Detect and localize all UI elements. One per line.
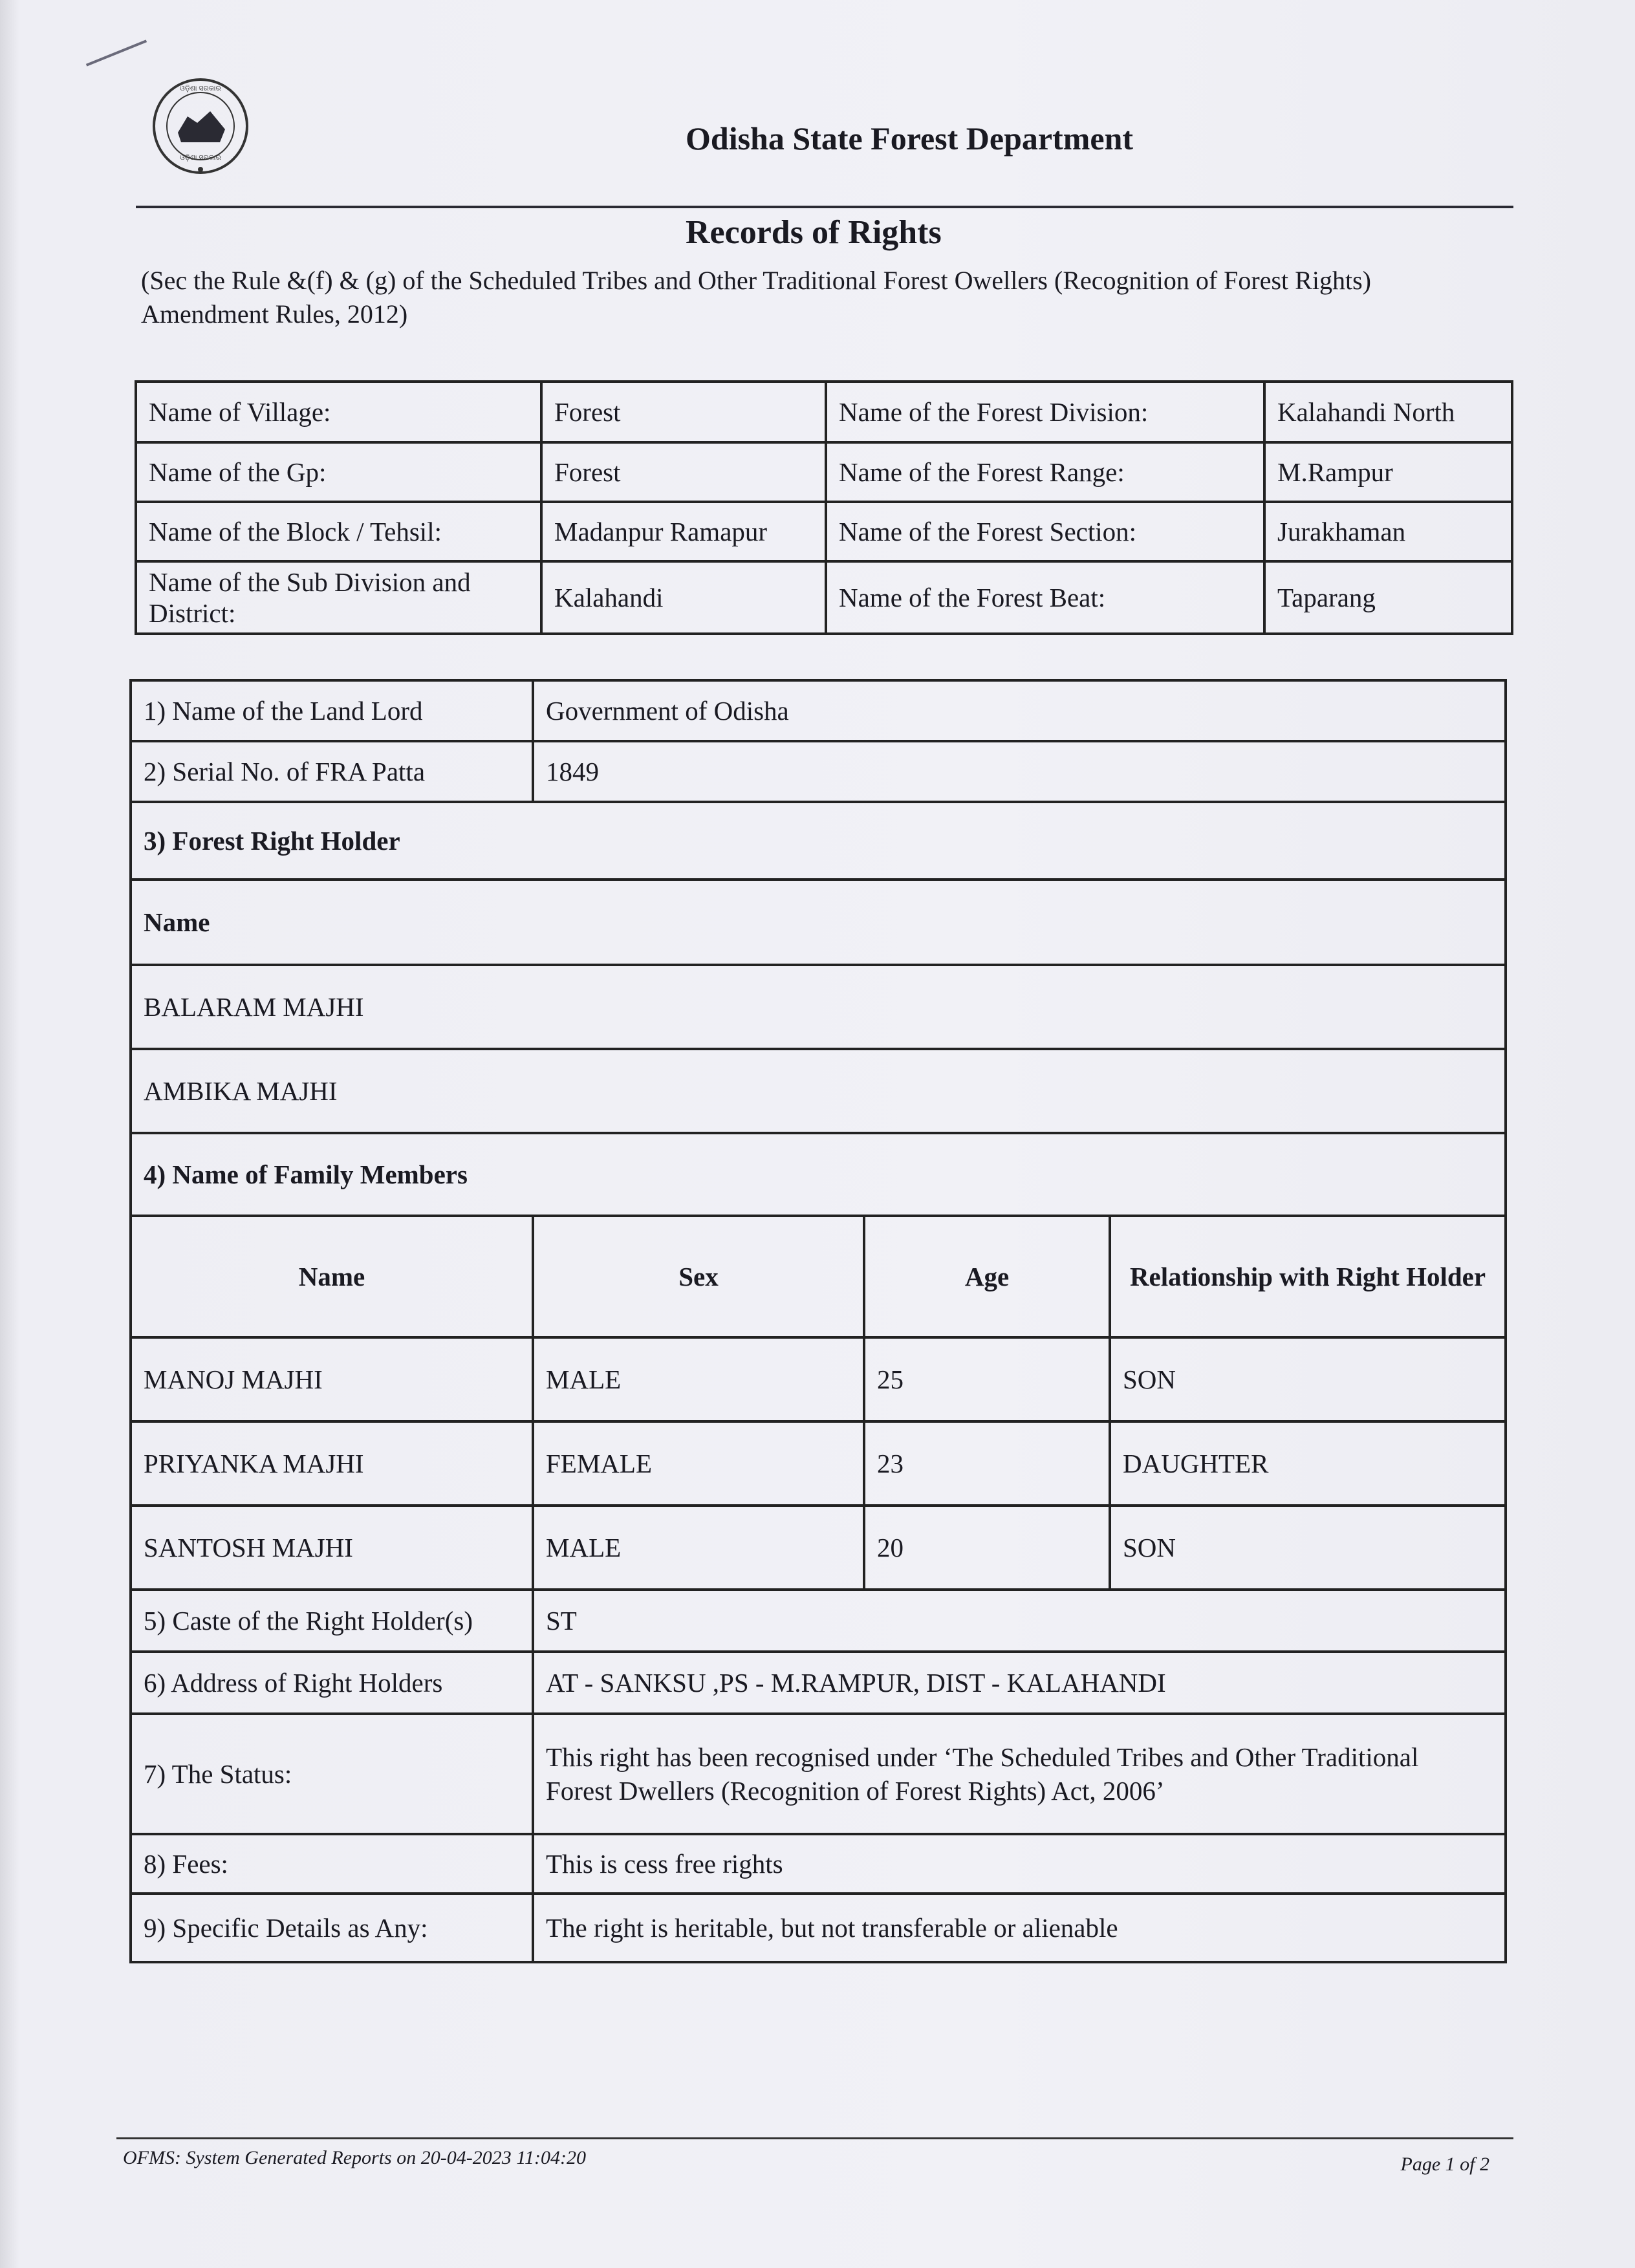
holder-name-header: Name [131, 880, 1506, 965]
status-label: 7) The Status: [131, 1714, 533, 1834]
village-label: Name of Village: [136, 382, 541, 442]
forest-section-value: Jurakhaman [1264, 502, 1512, 561]
member-age: 25 [864, 1337, 1110, 1421]
village-value: Forest [541, 382, 826, 442]
header-rule [136, 206, 1513, 208]
document-title: Records of Rights [686, 214, 942, 251]
holder-name: BALARAM MAJHI [131, 965, 1506, 1049]
member-sex: MALE [533, 1506, 864, 1590]
caste-label: 5) Caste of the Right Holder(s) [131, 1590, 533, 1652]
family-members-heading: 4) Name of Family Members [131, 1133, 1506, 1216]
member-age: 23 [864, 1421, 1110, 1506]
member-name: PRIYANKA MAJHI [131, 1421, 533, 1506]
family-header-name: Name [131, 1216, 533, 1337]
holder-name: AMBIKA MAJHI [131, 1049, 1506, 1133]
status-line: This right has been recognised under ‘The Scheduled Tribes and Other Traditional [546, 1742, 1419, 1772]
record-table [129, 679, 1507, 1963]
generated-timestamp: OFMS: System Generated Reports on 20-04-2023 11:04:20 [123, 2147, 586, 2168]
subdivision-value: Kalahandi [541, 561, 826, 634]
family-header-relationship: Relationship with Right Holder [1110, 1216, 1506, 1337]
gp-value: Forest [541, 442, 826, 502]
serial-value: 1849 [533, 741, 1506, 802]
specific-details-label: 9) Specific Details as Any: [131, 1894, 533, 1962]
forest-range-label: Name of the Forest Range: [826, 442, 1264, 502]
member-name: SANTOSH MAJHI [131, 1506, 533, 1590]
member-sex: MALE [533, 1337, 864, 1421]
address-label: 6) Address of Right Holders [131, 1652, 533, 1714]
forest-division-value: Kalahandi North [1264, 382, 1512, 442]
block-label: Name of the Block / Tehsil: [136, 502, 541, 561]
specific-details-value: The right is heritable, but not transferable or alienable [533, 1894, 1506, 1962]
staple-mark [86, 39, 147, 66]
family-header-sex: Sex [533, 1216, 864, 1337]
footer-rule [116, 2137, 1513, 2139]
location-table [135, 380, 1513, 635]
forest-section-label: Name of the Forest Section: [826, 502, 1264, 561]
department-name: Odisha State Forest Department [686, 120, 1134, 157]
forest-beat-value: Taparang [1264, 561, 1512, 634]
fees-label: 8) Fees: [131, 1834, 533, 1894]
fees-value: This is cess free rights [533, 1834, 1506, 1894]
subdivision-label: Name of the Sub Division and District: [136, 561, 541, 634]
member-age: 20 [864, 1506, 1110, 1590]
status-line: Forest Dwellers (Recognition of Forest Rights) Act, 2006’ [546, 1776, 1165, 1806]
member-name: MANOJ MAJHI [131, 1337, 533, 1421]
forest-division-label: Name of the Forest Division: [826, 382, 1264, 442]
page-number: Page 1 of 2 [1400, 2154, 1489, 2175]
caste-value: ST [533, 1590, 1506, 1652]
right-holder-heading: 3) Forest Right Holder [131, 802, 1506, 880]
member-relation: SON [1110, 1337, 1506, 1421]
status-value [533, 1714, 1506, 1834]
address-value: AT - SANKSU ,PS - M.RAMPUR, DIST - KALAHANDI [533, 1652, 1506, 1714]
rule-reference: (Sec the Rule &(f) & (g) of the Scheduled Tribes and Other Traditional Forest Owellers (Recognition of Forest Rights) Amendment Rules, 2012) [141, 266, 1371, 329]
table-row [131, 1506, 1506, 1590]
member-relation: DAUGHTER [1110, 1421, 1506, 1506]
table-row [131, 1337, 1506, 1421]
member-relation: SON [1110, 1506, 1506, 1590]
forest-range-value: M.Rampur [1264, 442, 1512, 502]
gp-label: Name of the Gp: [136, 442, 541, 502]
serial-label: 2) Serial No. of FRA Patta [131, 741, 533, 802]
landlord-value: Government of Odisha [533, 680, 1506, 741]
block-value: Madanpur Ramapur [541, 502, 826, 561]
odisha-government-seal [149, 71, 252, 184]
landlord-label: 1) Name of the Land Lord [131, 680, 533, 741]
member-sex: FEMALE [533, 1421, 864, 1506]
table-row [131, 1421, 1506, 1506]
family-header-age: Age [864, 1216, 1110, 1337]
forest-beat-label: Name of the Forest Beat: [826, 561, 1264, 634]
svg-text:ଓଡ଼ିଶା ସରକାର: ଓଡ଼ିଶା ସରକାର [180, 85, 221, 92]
svg-text:ଓଡ଼ିଶା ସରକାର: ଓଡ଼ିଶା ସରକାର [180, 154, 221, 162]
